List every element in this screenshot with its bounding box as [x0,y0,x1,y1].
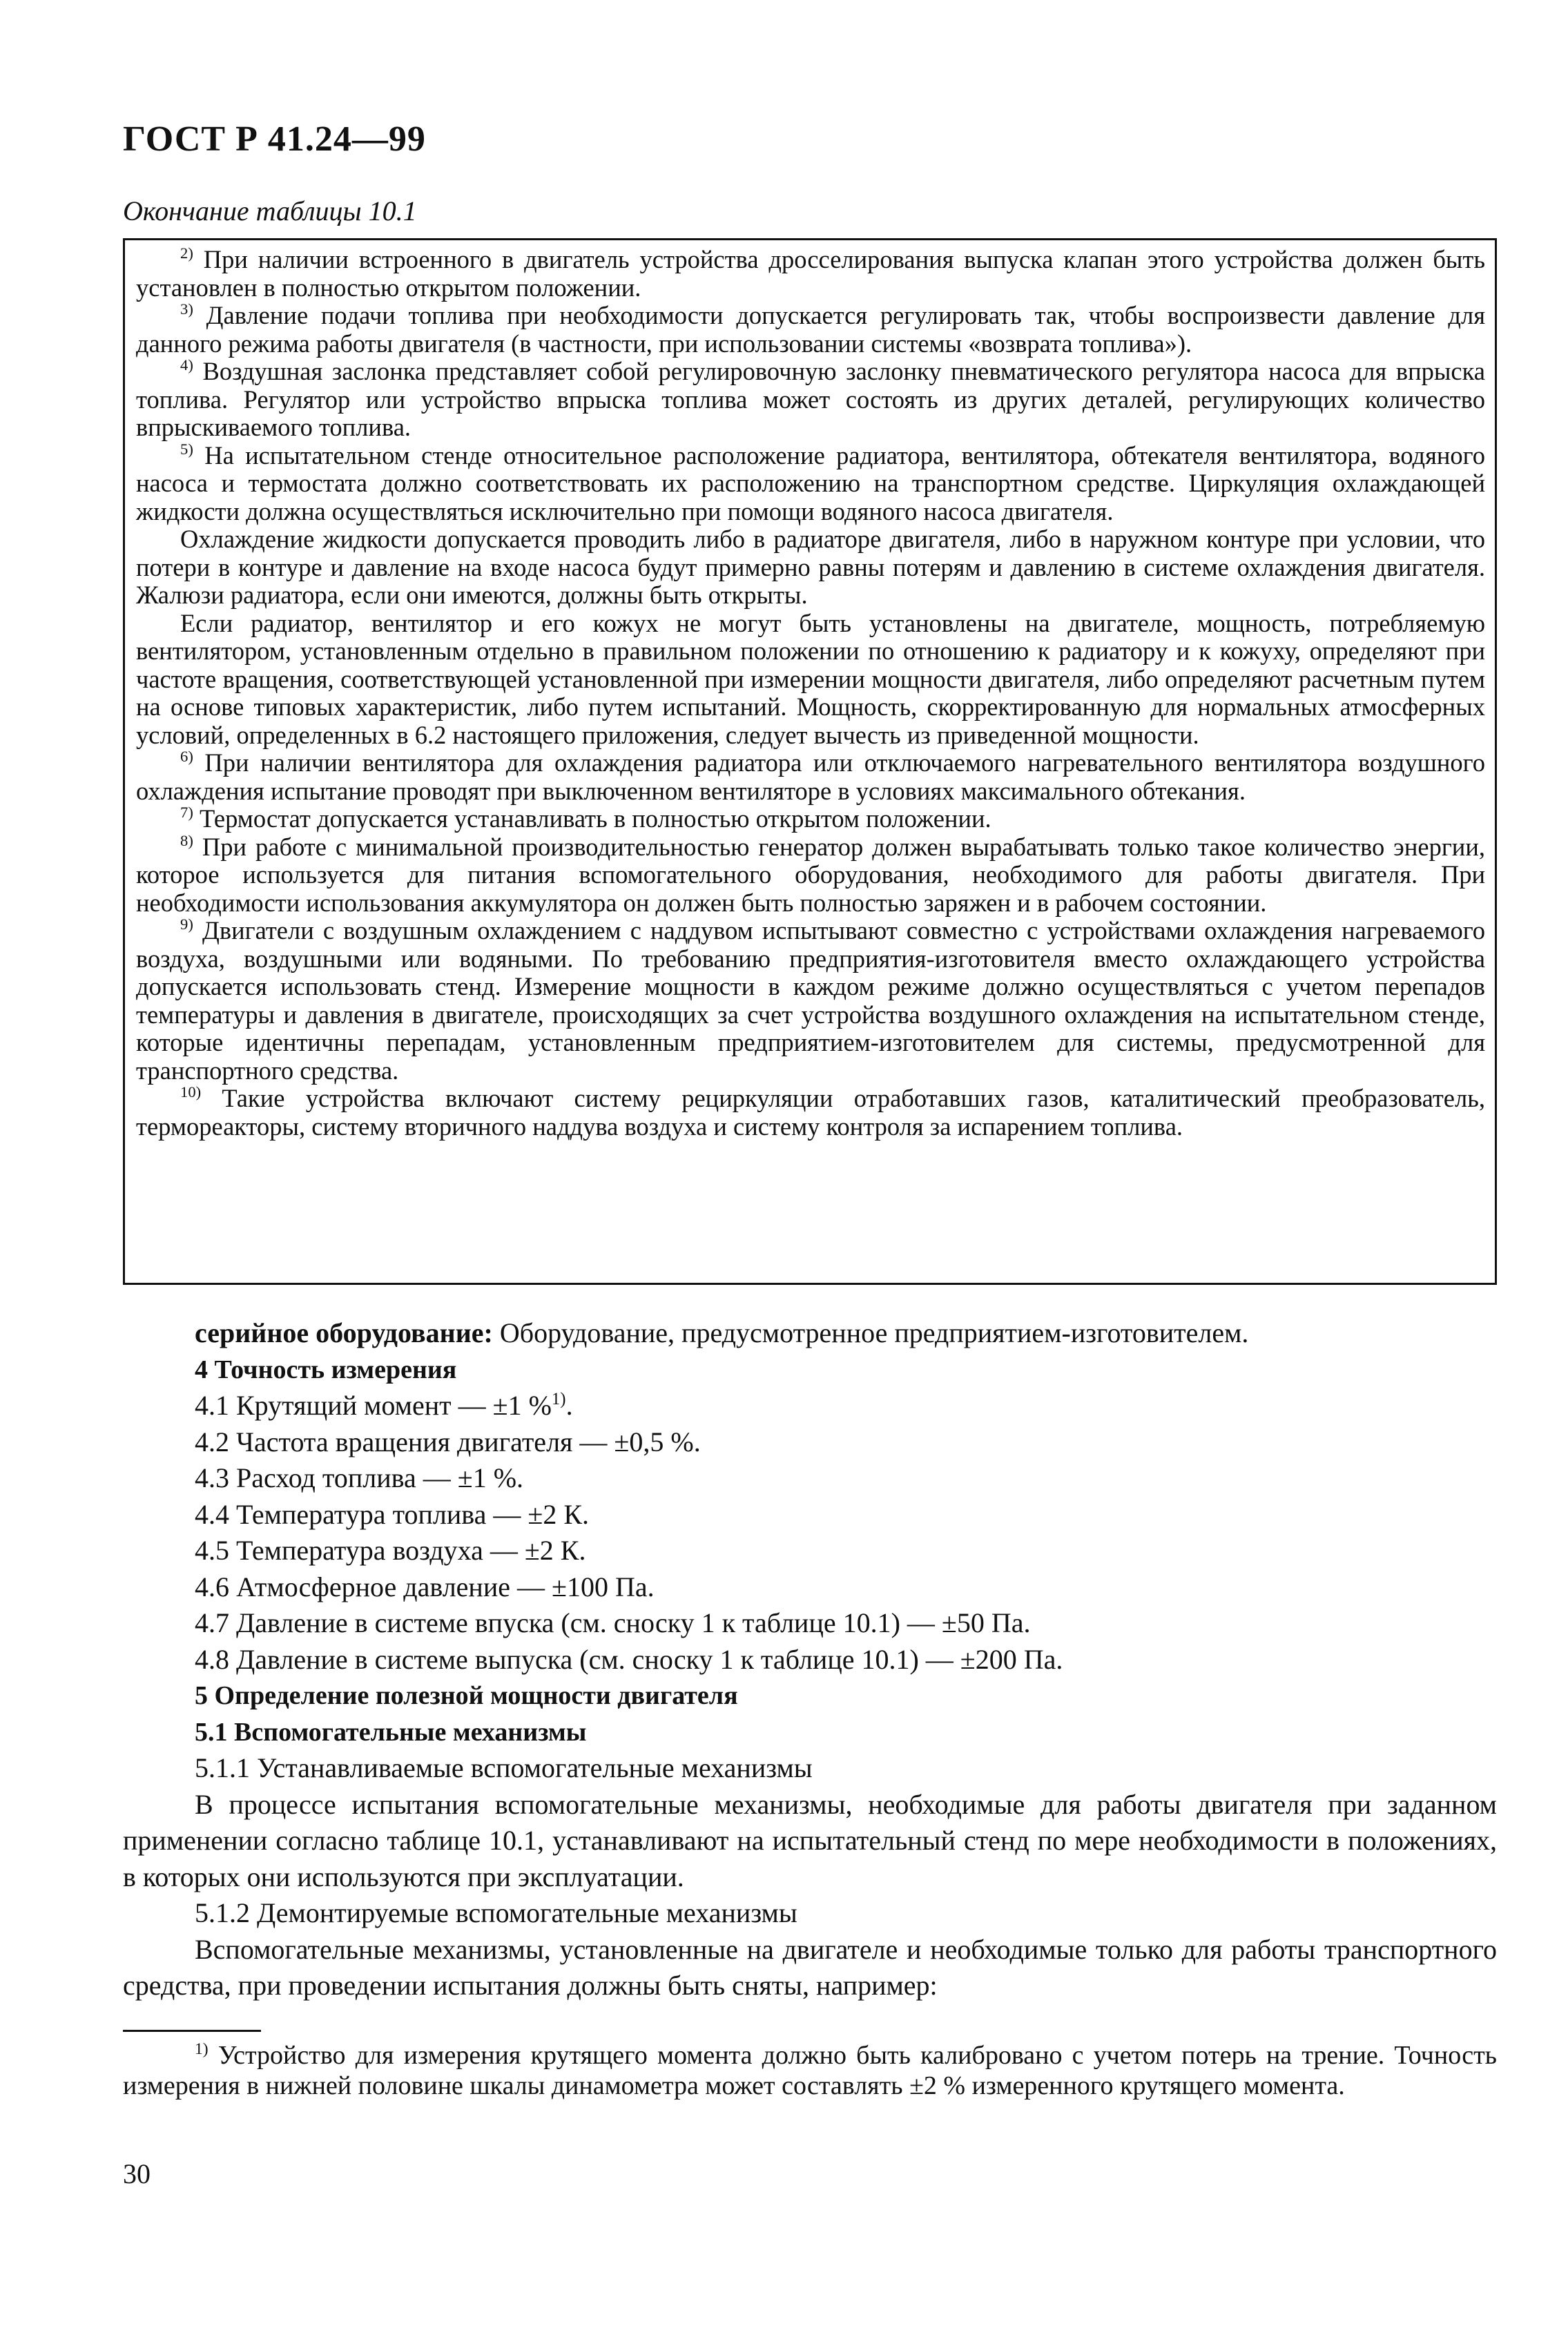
section-5-1-2-paragraph: Вспомогательные механизмы, установленные на двигателе и необходимые только для работы транспортного средства, при проведении испытания должны быть сняты, например: [123,1933,1497,2001]
accuracy-item: 4.1 Крутящий момент — ±1 %$^{1)}$. [195,1390,573,1421]
note-marker: 8) [180,831,193,849]
table-note: Охлаждение жидкости допускается проводить либо в радиаторе двигателя, либо в наружном контуре при условии, что потери в контуре и давление на входе насоса будут примерно равны потерям и давлению в системе охлаждения двигателя. Жалюзи радиатора, если они имеются, должны быть открыты. [136,525,1485,609]
section-5-1-2-title: 5.1.2 Демонтируемые вспомогательные механизмы [195,1897,797,1928]
table-note: $^{6)}$ При наличии вентилятора для охлаждения радиатора или отключаемого нагревательного вентилятора воздушного охлаждения испытание проводят при выключенном вентиляторе в условиях максимального обтекания. [136,748,1485,805]
section-5-1-1-title: 5.1.1 Устанавливаемые вспомогательные механизмы [195,1752,813,1783]
accuracy-item: 4.4 Температура топлива — ±2 К. [195,1498,590,1530]
table-note: $^{2)}$ При наличии встроенного в двигатель устройства дросселирования выпуска клапан этого устройства должен быть установлен в полностью открытом положении. [136,244,1486,302]
note-marker: 7) [180,804,193,822]
section-5-1-heading: 5.1 Вспомогательные механизмы [195,1717,587,1747]
main-text [123,1315,1497,2004]
table-note: $^{4)}$ Воздушная заслонка представляет собой регулировочную заслонку пневматического регулятора насоса для впрыска топлива. Регулятор или устройство впрыска топлива может состоять из других деталей, регулирующих количество впрыскиваемого топлива. [136,356,1486,441]
table-notes-box [123,238,1497,1285]
document-header: ГОСТ Р 41.24—99 [123,119,426,159]
table-note: $^{9)}$ Двигатели с воздушным охлаждением с наддувом испытывают совместно с устройствами охлаждения нагреваемого воздуха, воздушными или водяными. По требованию предприятия-изготовителя вместо охлаждающего устройства допускается использовать стенд. Измерение мощности в каждом режиме должно осуществляться с учетом перепадов температуры и давления в двигателе, происходящих за счет устройства воздушного охлаждения на испытательном стенде, которые идентичны перепадам, установленным предприятием-изготовителем для системы, предусмотренной для транспортного средства. [136,915,1486,1085]
note-marker: 9) [180,915,193,933]
table-note: Если радиатор, вентилятор и его кожух не могут быть установлены на двигателе, мощность, потребляемую вентилятором, установленным отдельно в правильном положении по отношению к радиатору и к кожуху, определяют при частоте вращения, соответствующей установленной при измерении мощности двигателя, либо определяют расчетным путем на основе типовых характеристик, либо путем испытаний. Мощность, скорректированную для нормальных атмосферных условий, определенных в 6.2 настоящего приложения, следует вычесть из приведенной мощности. [136,608,1485,749]
footnote-divider [123,2030,261,2032]
note-marker: 4) [180,356,193,374]
accuracy-item: 4.7 Давление в системе впуска (см. сноску 1 к таблице 10.1) — ±50 Па. [195,1607,1031,1638]
accuracy-item: 4.2 Частота вращения двигателя — ±0,5 %. [195,1426,701,1457]
section-5-1-1-paragraph: В процессе испытания вспомогательные механизмы, необходимые для работы двигателя при заданном применении согласно таблице 10.1, устанавливают на испытательный стенд по мере необходимости в положениях, в которых они используются при эксплуатации. [123,1788,1497,1892]
accuracy-item: 4.3 Расход топлива — ±1 %. [195,1462,524,1493]
note-marker: 10) [180,1083,202,1101]
note-marker: 5) [180,440,193,458]
table-caption: Окончание таблицы 10.1 [123,195,417,226]
section-5-heading: 5 Определение полезной мощности двигателя [195,1681,738,1710]
note-marker: 2) [180,244,193,262]
definition-term: серийное оборудование: [195,1317,493,1348]
section-4-heading: 4 Точность измерения [195,1355,457,1384]
table-note: $^{7)}$ Термостат допускается устанавливать в полностью открытом положении. [180,804,991,833]
accuracy-item: 4.8 Давление в системе выпуска (см. сноску 1 к таблице 10.1) — ±200 Па. [195,1643,1063,1675]
footnote: $^{1)}$ Устройство для измерения крутящего момента должно быть калибровано с учетом потерь на трение. Точность измерения в нижней половине шкалы динамометра может составлять ±2 % измеренного крутящего момента. [123,2039,1498,2100]
note-marker: 3) [180,300,193,318]
accuracy-item: 4.6 Атмосферное давление — ±100 Па. [195,1571,655,1602]
table-note: $^{3)}$ Давление подачи топлива при необходимости допускается регулировать так, чтобы воспроизвести давление для данного режима работы двигателя (в частности, при использовании системы «возврата топлива»). [136,300,1486,358]
table-note: $^{8)}$ При работе с минимальной производительностью генератор должен вырабатывать только такое количество энергии, которое используется для питания вспомогательного оборудования, необходимого для работы двигателя. При необходимости использования аккумулятора он должен быть полностью заряжен и в рабочем состоянии. [136,831,1485,917]
definition-paragraph: серийное оборудование: Оборудование, предусмотренное предприятием-изготовителем. [195,1317,1249,1348]
footnote-marker: 1) [195,2039,209,2058]
page-number: 30 [123,2158,151,2189]
table-note: $^{10)}$ Такие устройства включают систему рециркуляции отработавших газов, каталитический преобразователь, термореакторы, систему вторичного наддува воздуха и систему контроля за испарением топлива. [136,1083,1485,1141]
accuracy-item: 4.5 Температура воздуха — ±2 К. [195,1535,586,1566]
note-marker: 6) [180,748,193,766]
table-note: $^{5)}$ На испытательном стенде относительное расположение радиатора, вентилятора, обтекателя вентилятора, водяного насоса и термостата должно соответствовать их расположению на транспортном средстве. Циркуляция охлаждающей жидкости должна осуществляться исключительно при помощи водяного насоса двигателя. [136,440,1485,525]
